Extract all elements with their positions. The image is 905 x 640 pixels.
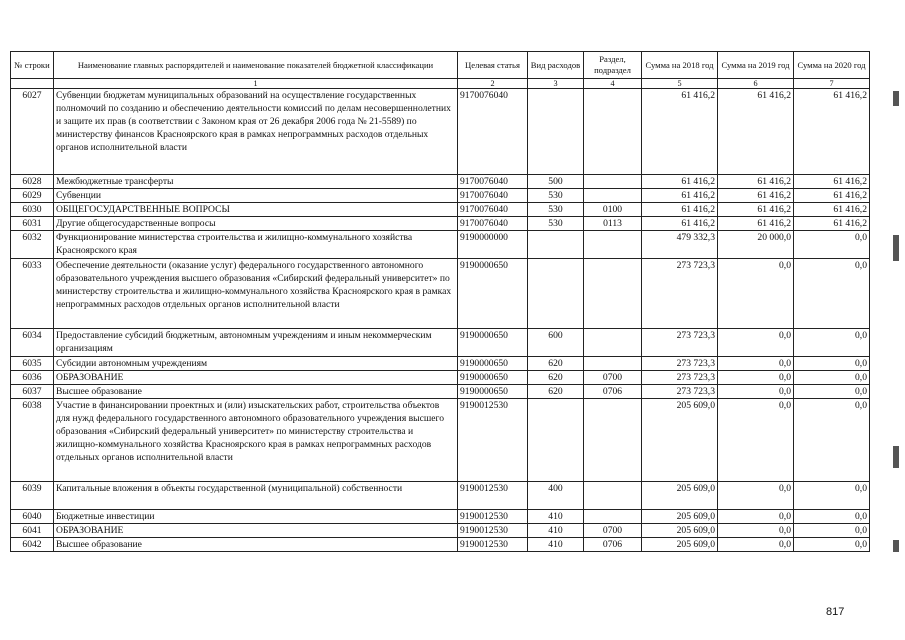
sum-2018-cell: 273 723,3 — [642, 385, 718, 399]
expense-type-cell: 400 — [528, 482, 584, 510]
target-article-cell: 9190000000 — [458, 231, 528, 259]
sum-2020-cell: 0,0 — [794, 524, 870, 538]
table-row — [11, 482, 870, 510]
table-row — [11, 524, 870, 538]
sum-2020-cell: 0,0 — [794, 510, 870, 524]
row-number-cell: 6034 — [11, 329, 54, 357]
scan-margin-mark — [893, 91, 899, 106]
sum-2018-cell: 205 609,0 — [642, 399, 718, 482]
table-body — [11, 89, 870, 552]
row-number-cell: 6040 — [11, 510, 54, 524]
target-article-cell: 9170076040 — [458, 203, 528, 217]
header-sum-2018: Сумма на 2018 год — [642, 52, 718, 79]
section-cell — [584, 259, 642, 329]
name-cell: Субвенции бюджетам муниципальных образований на осуществление государственных полномочий по созданию и обеспечению деятельности комиссий по делам несовершеннолетних и защите их прав (в соответствии с Законом края от 26 декабря 2006 года № 21-5589) по министерству финансов Красноярского края в рамках непрограммных расходов отдельных органов исполнительной власти — [54, 89, 458, 175]
section-cell — [584, 89, 642, 175]
target-article-cell: 9170076040 — [458, 217, 528, 231]
sum-2020-cell: 0,0 — [794, 399, 870, 482]
section-cell: 0706 — [584, 385, 642, 399]
sum-2018-cell: 273 723,3 — [642, 371, 718, 385]
expense-type-cell: 620 — [528, 385, 584, 399]
sum-2020-cell: 0,0 — [794, 329, 870, 357]
table-row — [11, 510, 870, 524]
expense-type-cell: 410 — [528, 510, 584, 524]
header-sum-2019: Сумма на 2019 год — [718, 52, 794, 79]
target-article-cell: 9190012530 — [458, 482, 528, 510]
scan-margin-mark — [893, 235, 899, 261]
table-row — [11, 357, 870, 371]
sum-2018-cell: 61 416,2 — [642, 203, 718, 217]
page-number: 817 — [826, 606, 845, 618]
section-cell — [584, 357, 642, 371]
table-header-row — [11, 52, 870, 79]
sum-2019-cell: 61 416,2 — [718, 175, 794, 189]
name-cell: Участие в финансировании проектных и (или) изыскательских работ, строительства объектов для нужд федерального государственного автономного образовательного учреждения высшего образования «Сибирский федеральный университет» по министерству строительства и жилищно-коммунального хозяйства Красноярского края в рамках непрограммных расходов отдельных органов исполнительной власти — [54, 399, 458, 482]
row-number-cell: 6029 — [11, 189, 54, 203]
header-target-article: Целевая статья — [458, 52, 528, 79]
section-cell: 0706 — [584, 538, 642, 552]
column-number: 5 — [642, 79, 718, 89]
sum-2020-cell: 61 416,2 — [794, 89, 870, 175]
table-row — [11, 175, 870, 189]
column-number-row — [11, 79, 870, 89]
table-row — [11, 259, 870, 329]
row-number-cell: 6027 — [11, 89, 54, 175]
column-number: 3 — [528, 79, 584, 89]
row-number-cell: 6028 — [11, 175, 54, 189]
section-cell — [584, 329, 642, 357]
table-row — [11, 189, 870, 203]
expense-type-cell — [528, 89, 584, 175]
row-number-cell: 6037 — [11, 385, 54, 399]
sum-2020-cell: 0,0 — [794, 231, 870, 259]
name-cell: Высшее образование — [54, 538, 458, 552]
target-article-cell: 9170076040 — [458, 175, 528, 189]
sum-2019-cell: 0,0 — [718, 385, 794, 399]
section-cell: 0100 — [584, 203, 642, 217]
target-article-cell: 9190000650 — [458, 357, 528, 371]
name-cell: Функционирование министерства строительства и жилищно-коммунального хозяйства Красноярского края — [54, 231, 458, 259]
header-name: Наименование главных распорядителей и наименование показателей бюджетной классификации — [54, 52, 458, 79]
target-article-cell: 9170076040 — [458, 189, 528, 203]
sum-2018-cell: 479 332,3 — [642, 231, 718, 259]
expense-type-cell — [528, 259, 584, 329]
sum-2020-cell: 61 416,2 — [794, 189, 870, 203]
section-cell — [584, 231, 642, 259]
expense-type-cell: 600 — [528, 329, 584, 357]
row-number-cell: 6041 — [11, 524, 54, 538]
row-number-cell: 6042 — [11, 538, 54, 552]
column-number: 1 — [54, 79, 458, 89]
expense-type-cell: 530 — [528, 203, 584, 217]
name-cell: Бюджетные инвестиции — [54, 510, 458, 524]
table-row — [11, 217, 870, 231]
target-article-cell: 9190000650 — [458, 371, 528, 385]
row-number-cell: 6036 — [11, 371, 54, 385]
name-cell: Предоставление субсидий бюджетным, автономным учреждениям и иным некоммерческим организациям — [54, 329, 458, 357]
sum-2018-cell: 61 416,2 — [642, 217, 718, 231]
name-cell: Межбюджетные трансферты — [54, 175, 458, 189]
section-cell — [584, 189, 642, 203]
header-expense-type: Вид расходов — [528, 52, 584, 79]
sum-2020-cell: 0,0 — [794, 482, 870, 510]
table-row — [11, 203, 870, 217]
sum-2020-cell: 61 416,2 — [794, 203, 870, 217]
sum-2019-cell: 0,0 — [718, 259, 794, 329]
target-article-cell: 9190012530 — [458, 538, 528, 552]
column-number — [11, 79, 54, 89]
header-row-number: № строки — [11, 52, 54, 79]
expense-type-cell: 410 — [528, 524, 584, 538]
sum-2019-cell: 0,0 — [718, 482, 794, 510]
table-row — [11, 371, 870, 385]
section-cell — [584, 482, 642, 510]
sum-2019-cell: 0,0 — [718, 357, 794, 371]
scan-margin-mark — [893, 446, 899, 468]
sum-2020-cell: 61 416,2 — [794, 175, 870, 189]
budget-table — [10, 51, 870, 552]
target-article-cell: 9190012530 — [458, 524, 528, 538]
expense-type-cell: 530 — [528, 217, 584, 231]
name-cell: ОБЩЕГОСУДАРСТВЕННЫЕ ВОПРОСЫ — [54, 203, 458, 217]
sum-2020-cell: 0,0 — [794, 259, 870, 329]
target-article-cell: 9190000650 — [458, 385, 528, 399]
target-article-cell: 9170076040 — [458, 89, 528, 175]
name-cell: ОБРАЗОВАНИЕ — [54, 371, 458, 385]
name-cell: Капитальные вложения в объекты государственной (муниципальной) собственности — [54, 482, 458, 510]
section-cell — [584, 175, 642, 189]
column-number: 4 — [584, 79, 642, 89]
sum-2019-cell: 0,0 — [718, 524, 794, 538]
row-number-cell: 6031 — [11, 217, 54, 231]
sum-2019-cell: 0,0 — [718, 510, 794, 524]
table-row — [11, 329, 870, 357]
sum-2020-cell: 0,0 — [794, 357, 870, 371]
expense-type-cell: 500 — [528, 175, 584, 189]
sum-2019-cell: 0,0 — [718, 371, 794, 385]
name-cell: ОБРАЗОВАНИЕ — [54, 524, 458, 538]
table-row — [11, 385, 870, 399]
row-number-cell: 6038 — [11, 399, 54, 482]
header-section: Раздел, подраздел — [584, 52, 642, 79]
expense-type-cell — [528, 399, 584, 482]
target-article-cell: 9190012530 — [458, 399, 528, 482]
sum-2019-cell: 61 416,2 — [718, 203, 794, 217]
expense-type-cell — [528, 231, 584, 259]
sum-2019-cell: 61 416,2 — [718, 217, 794, 231]
target-article-cell: 9190000650 — [458, 259, 528, 329]
sum-2018-cell: 205 609,0 — [642, 538, 718, 552]
sum-2019-cell: 61 416,2 — [718, 89, 794, 175]
table-row — [11, 399, 870, 482]
section-cell: 0700 — [584, 524, 642, 538]
table-row — [11, 89, 870, 175]
expense-type-cell: 620 — [528, 371, 584, 385]
section-cell: 0700 — [584, 371, 642, 385]
sum-2019-cell: 0,0 — [718, 329, 794, 357]
sum-2020-cell: 0,0 — [794, 538, 870, 552]
name-cell: Субвенции — [54, 189, 458, 203]
name-cell: Субсидии автономным учреждениям — [54, 357, 458, 371]
sum-2018-cell: 61 416,2 — [642, 89, 718, 175]
expense-type-cell: 410 — [528, 538, 584, 552]
sum-2019-cell: 61 416,2 — [718, 189, 794, 203]
sum-2018-cell: 205 609,0 — [642, 482, 718, 510]
sum-2018-cell: 205 609,0 — [642, 510, 718, 524]
row-number-cell: 6032 — [11, 231, 54, 259]
column-number: 2 — [458, 79, 528, 89]
sum-2018-cell: 61 416,2 — [642, 175, 718, 189]
column-number: 7 — [794, 79, 870, 89]
header-sum-2020: Сумма на 2020 год — [794, 52, 870, 79]
section-cell — [584, 510, 642, 524]
sum-2019-cell: 0,0 — [718, 538, 794, 552]
sum-2020-cell: 0,0 — [794, 371, 870, 385]
sum-2018-cell: 273 723,3 — [642, 329, 718, 357]
row-number-cell: 6039 — [11, 482, 54, 510]
name-cell: Высшее образование — [54, 385, 458, 399]
expense-type-cell: 530 — [528, 189, 584, 203]
column-number: 6 — [718, 79, 794, 89]
section-cell — [584, 399, 642, 482]
section-cell: 0113 — [584, 217, 642, 231]
row-number-cell: 6035 — [11, 357, 54, 371]
sum-2019-cell: 20 000,0 — [718, 231, 794, 259]
name-cell: Обеспечение деятельности (оказание услуг) федерального государственного автономного образовательного учреждения высшего образования «Сибирский федеральный университет» по министерству строительства и жилищно-коммунального хозяйства Красноярского края в рамках непрограммных расходов отдельных органов исполнительной власти — [54, 259, 458, 329]
sum-2019-cell: 0,0 — [718, 399, 794, 482]
table-row — [11, 538, 870, 552]
sum-2018-cell: 61 416,2 — [642, 189, 718, 203]
sum-2020-cell: 0,0 — [794, 385, 870, 399]
sum-2020-cell: 61 416,2 — [794, 217, 870, 231]
table-row — [11, 231, 870, 259]
row-number-cell: 6033 — [11, 259, 54, 329]
expense-type-cell: 620 — [528, 357, 584, 371]
target-article-cell: 9190012530 — [458, 510, 528, 524]
sum-2018-cell: 273 723,3 — [642, 357, 718, 371]
sum-2018-cell: 205 609,0 — [642, 524, 718, 538]
target-article-cell: 9190000650 — [458, 329, 528, 357]
sum-2018-cell: 273 723,3 — [642, 259, 718, 329]
row-number-cell: 6030 — [11, 203, 54, 217]
name-cell: Другие общегосударственные вопросы — [54, 217, 458, 231]
scan-margin-mark — [893, 540, 899, 552]
